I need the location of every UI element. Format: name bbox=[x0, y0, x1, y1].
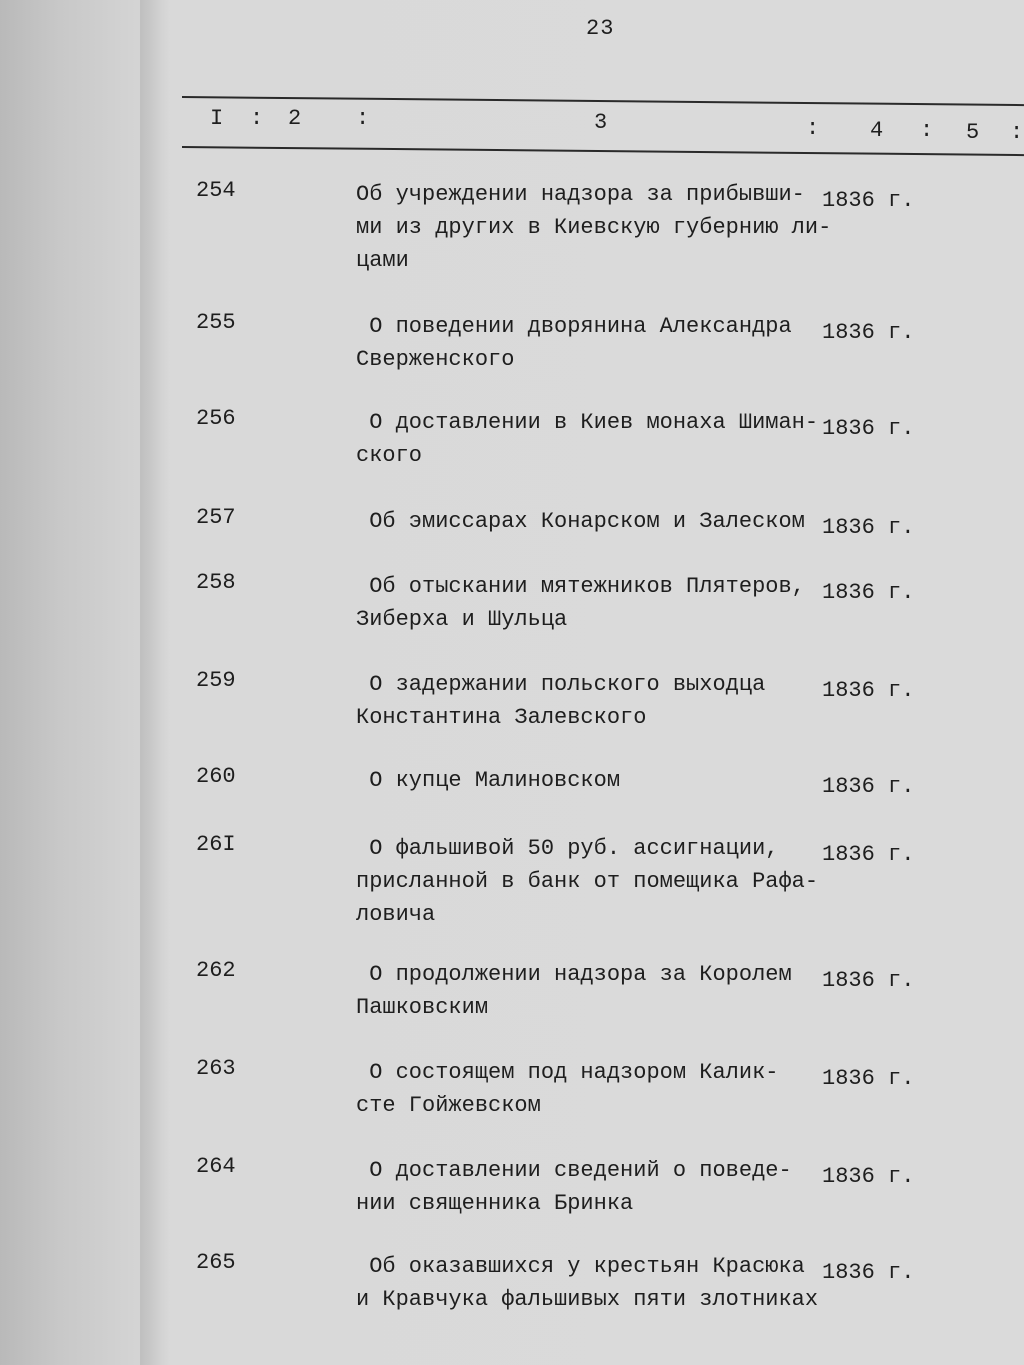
entry-description-line: нии священника Бринка bbox=[356, 1191, 634, 1216]
entry-number: 257 bbox=[196, 505, 236, 530]
entry-description-line: Об оказавшихся у крестьян Красюка bbox=[356, 1254, 805, 1279]
column-header-2: 2 bbox=[288, 106, 302, 131]
entry-number: 262 bbox=[196, 958, 236, 983]
entry-description-line: ского bbox=[356, 443, 423, 468]
entry-description bbox=[356, 668, 826, 734]
entry-year: 1836 г. bbox=[822, 580, 915, 605]
entry-number: 254 bbox=[196, 178, 236, 203]
entry-year: 1836 г. bbox=[822, 1260, 915, 1285]
entry-number: 26I bbox=[196, 832, 236, 857]
entry-year: 1836 г. bbox=[822, 678, 915, 703]
entry-description bbox=[356, 178, 832, 277]
entry-number: 263 bbox=[196, 1056, 236, 1081]
header-rule-top bbox=[182, 96, 1024, 106]
entry-description-line: О состоящем под надзором Калик- bbox=[356, 1060, 779, 1085]
entry-number: 255 bbox=[196, 310, 236, 335]
entry-description bbox=[356, 958, 826, 1024]
entry-year: 1836 г. bbox=[822, 774, 915, 799]
column-separator-1: : bbox=[250, 106, 264, 131]
entry-description-line: присланной в банк от помещика Рафа- bbox=[356, 869, 819, 894]
entry-year: 1836 г. bbox=[822, 1066, 915, 1091]
column-separator-3: : bbox=[806, 116, 820, 141]
page-number: 23 bbox=[586, 16, 615, 41]
entry-description-line: О доставлении сведений о поведе- bbox=[356, 1158, 792, 1183]
entry-description bbox=[356, 406, 826, 472]
entry-year: 1836 г. bbox=[822, 1164, 915, 1189]
entry-year: 1836 г. bbox=[822, 416, 915, 441]
entry-description-line: Об эмиссарах Конарском и Залеском bbox=[356, 509, 805, 534]
entry-description-line: Об учреждении надзора за прибывши- bbox=[356, 182, 805, 207]
entry-description-line: О продолжении надзора за Королем bbox=[356, 962, 792, 987]
column-header-4: 4 bbox=[870, 118, 884, 143]
entry-year: 1836 г. bbox=[822, 320, 915, 345]
column-header-1: I bbox=[210, 106, 224, 131]
entry-description-line: ловича bbox=[356, 902, 436, 927]
entry-year: 1836 г. bbox=[822, 515, 915, 540]
entry-description-line: О фальшивой 50 руб. ассигнации, bbox=[356, 836, 779, 861]
entry-number: 256 bbox=[196, 406, 236, 431]
column-header-3: 3 bbox=[594, 110, 608, 135]
entry-description-line: О задержании польского выходца bbox=[356, 672, 766, 697]
entry-description-line: Константина Залевского bbox=[356, 705, 647, 730]
entry-year: 1836 г. bbox=[822, 188, 915, 213]
entry-description-line: Сверженского bbox=[356, 347, 515, 372]
entry-description-line: Пашковским bbox=[356, 995, 489, 1020]
entry-number: 259 bbox=[196, 668, 236, 693]
column-separator-2: : bbox=[356, 106, 370, 131]
book-gutter-shadow bbox=[140, 0, 170, 1365]
entry-year: 1836 г. bbox=[822, 842, 915, 867]
entry-description bbox=[356, 832, 826, 931]
column-separator-5: : bbox=[1010, 120, 1024, 145]
entry-description-line: сте Гойжевском bbox=[356, 1093, 541, 1118]
column-separator-4: : bbox=[920, 118, 934, 143]
entry-description-line: и Кравчука фальшивых пяти злотниках bbox=[356, 1287, 819, 1312]
entry-description bbox=[356, 1056, 826, 1122]
entry-description-line: О купце Малиновском bbox=[356, 768, 621, 793]
entry-number: 265 bbox=[196, 1250, 236, 1275]
entry-description-line: О доставлении в Киев монаха Шиман- bbox=[356, 410, 819, 435]
entry-description bbox=[356, 310, 826, 376]
entry-year: 1836 г. bbox=[822, 968, 915, 993]
entry-description-line: ми из других в Киевскую губернию ли- bbox=[356, 215, 832, 240]
entry-description-line: О поведении дворянина Александра bbox=[356, 314, 792, 339]
entry-description bbox=[356, 1250, 826, 1316]
entry-description bbox=[356, 505, 826, 538]
entry-description-line: цами bbox=[356, 248, 409, 273]
entry-description-line: Зиберха и Шульца bbox=[356, 607, 568, 632]
header-rule-bottom bbox=[182, 146, 1024, 156]
entry-description bbox=[356, 764, 826, 797]
entry-description-line: Об отыскании мятежников Плятеров, bbox=[356, 574, 805, 599]
entry-number: 264 bbox=[196, 1154, 236, 1179]
entry-number: 260 bbox=[196, 764, 236, 789]
column-header-5: 5 bbox=[966, 120, 980, 145]
entry-description bbox=[356, 570, 826, 636]
entry-description bbox=[356, 1154, 826, 1220]
entry-number: 258 bbox=[196, 570, 236, 595]
